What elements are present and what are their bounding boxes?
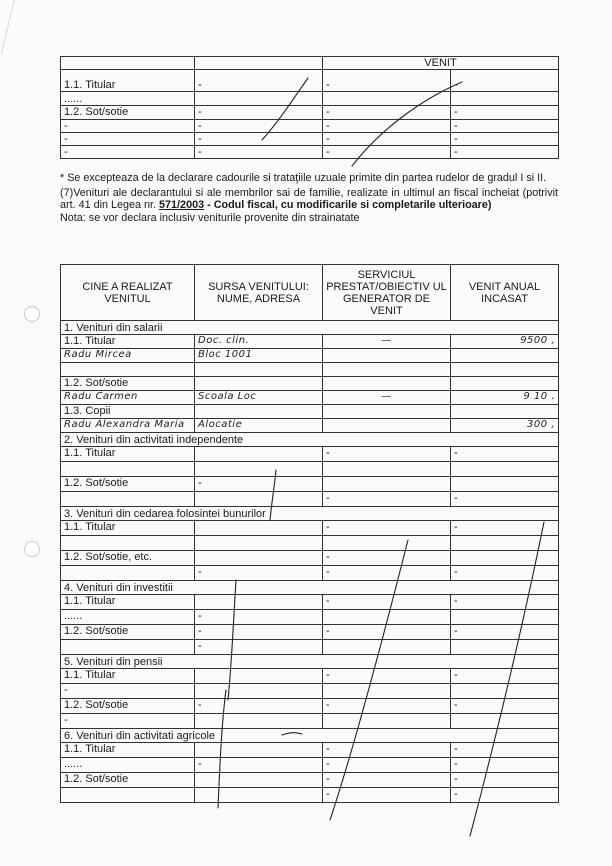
dash-cell: - xyxy=(451,106,559,120)
service-cell: - xyxy=(323,758,451,773)
table-row xyxy=(61,684,559,699)
table-row xyxy=(61,788,559,803)
service-cell xyxy=(323,419,451,433)
foreign-income-note: Nota: se vor declara inclusiv veniturile provenite din strainatate xyxy=(60,211,360,224)
source-cell xyxy=(195,788,323,803)
amount-cell xyxy=(451,349,559,363)
header-annual-income: VENIT ANUAL INCASAT xyxy=(451,265,559,321)
source-cell xyxy=(195,521,323,536)
source-cell xyxy=(195,684,323,699)
amount-cell: - xyxy=(451,492,559,507)
row-label: 1.2. Sot/sotie xyxy=(61,625,195,640)
table-row xyxy=(61,699,559,714)
amount-cell xyxy=(451,462,559,477)
source-cell: - xyxy=(195,477,323,492)
amount-cell xyxy=(451,477,559,492)
source-cell xyxy=(195,536,323,551)
row-label xyxy=(61,640,195,655)
section-7-text: (7)Venituri ale declarantului si ale membrilor sai de familie, realizate in ultimul an fiscal incheiat (potrivit art. 41 din Legea nr. xyxy=(60,186,558,211)
dash-cell: - xyxy=(451,70,559,92)
section-title: 5. Venituri din pensii xyxy=(61,655,559,669)
table-row xyxy=(61,447,559,462)
table-row xyxy=(61,551,559,566)
row-label xyxy=(61,536,195,551)
amount-cell: - xyxy=(451,743,559,758)
service-cell xyxy=(323,536,451,551)
table-row xyxy=(61,773,559,788)
table-row xyxy=(61,477,559,492)
amount-cell: 9 10 . xyxy=(451,391,559,405)
row-label: - xyxy=(61,146,195,159)
source-cell: Bloc 1001 xyxy=(195,349,323,363)
income-table xyxy=(60,264,559,803)
row-label: 1.2. Sot/sotie xyxy=(61,477,195,492)
table-row xyxy=(61,595,559,610)
section-title: 4. Venituri din investitii xyxy=(61,581,559,595)
row-label: 1.1. Titular xyxy=(61,521,195,536)
amount-cell xyxy=(451,377,559,391)
service-cell: - xyxy=(323,743,451,758)
source-cell: Alocatie xyxy=(195,419,323,433)
source-cell xyxy=(195,669,323,684)
section-7-fiscal-code: - Codul fiscal, cu modificarile si completarile ulterioare) xyxy=(204,199,492,211)
source-cell xyxy=(195,773,323,788)
service-cell xyxy=(323,363,451,377)
table-row xyxy=(61,566,559,581)
source-cell xyxy=(195,595,323,610)
row-label xyxy=(61,462,195,477)
amount-cell: - xyxy=(451,758,559,773)
table-row xyxy=(61,492,559,507)
amount-cell xyxy=(451,684,559,699)
dash-cell: - xyxy=(323,120,451,133)
section-title: 2. Venituri din activitati independente xyxy=(61,433,559,447)
dash-cell: - xyxy=(323,70,451,92)
blank-cell xyxy=(323,92,451,106)
row-label: ...... xyxy=(61,92,195,106)
header-source: SURSA VENITULUI: NUME, ADRESA xyxy=(195,265,323,321)
amount-cell: - xyxy=(451,595,559,610)
service-cell: - xyxy=(323,699,451,714)
source-cell xyxy=(195,462,323,477)
row-label: 1.2. Sot/sotie xyxy=(61,377,195,391)
row-label xyxy=(61,788,195,803)
row-label: 1.1. Titular xyxy=(61,447,195,462)
table-row xyxy=(61,363,559,377)
source-cell: - xyxy=(195,566,323,581)
table-row xyxy=(61,377,559,391)
table-row xyxy=(61,743,559,758)
amount-cell: - xyxy=(451,699,559,714)
table-row xyxy=(61,521,559,536)
dash-cell: - xyxy=(323,106,451,120)
gifts-exception-note: * Se excepteaza de la declarare cadourile si trataţiile uzuale primite din partea rudelor de gradul I si II. xyxy=(60,172,547,184)
service-cell: - xyxy=(323,788,451,803)
dash-cell: - xyxy=(451,120,559,133)
section-title: 6. Venituri din activitati agricole xyxy=(61,729,559,743)
service-cell xyxy=(323,405,451,419)
punch-hole xyxy=(24,306,40,322)
gifts-income-table xyxy=(60,56,559,159)
venit-header: VENIT xyxy=(323,57,559,70)
row-label: 1.2. Sot/sotie xyxy=(61,106,195,120)
row-label: - xyxy=(61,120,195,133)
table-row xyxy=(61,610,559,625)
service-cell: - xyxy=(323,492,451,507)
page-fold-mark xyxy=(0,0,15,54)
table-row xyxy=(61,640,559,655)
table-row xyxy=(61,669,559,684)
row-label: Radu Mircea xyxy=(61,349,195,363)
table-row xyxy=(61,714,559,729)
dash-cell: - xyxy=(195,120,323,133)
source-cell xyxy=(195,714,323,729)
source-cell: - xyxy=(195,610,323,625)
source-cell xyxy=(195,363,323,377)
dash-cell: - xyxy=(451,133,559,146)
row-label: 1.1. Titular xyxy=(61,595,195,610)
table-row xyxy=(61,391,559,405)
table-row xyxy=(61,335,559,349)
amount-cell: - xyxy=(451,773,559,788)
source-cell xyxy=(195,492,323,507)
row-label: - xyxy=(61,684,195,699)
source-cell xyxy=(195,405,323,419)
source-cell: - xyxy=(195,625,323,640)
header-service: SERVICIUL PRESTAT/OBIECTIV UL GENERATOR DE VENIT xyxy=(323,265,451,321)
amount-cell: - xyxy=(451,788,559,803)
amount-cell: - xyxy=(451,625,559,640)
amount-cell: - xyxy=(451,669,559,684)
dash-cell: - xyxy=(195,133,323,146)
source-cell: Doc. clin. xyxy=(195,335,323,349)
service-cell: — xyxy=(323,335,451,349)
row-label: 1.2. Sot/sotie, etc. xyxy=(61,551,195,566)
row-label: 1.1. Titular xyxy=(61,70,195,92)
amount-cell xyxy=(451,714,559,729)
blank-cell xyxy=(451,92,559,106)
row-label: Radu Alexandra Maria xyxy=(61,419,195,433)
declaration-notes xyxy=(60,172,558,224)
row-label xyxy=(61,363,195,377)
row-label xyxy=(61,566,195,581)
source-cell: - xyxy=(195,699,323,714)
row-label: - xyxy=(61,714,195,729)
header-who: CINE A REALIZAT VENITUL xyxy=(61,265,195,321)
source-cell: - xyxy=(195,640,323,655)
table-row xyxy=(61,536,559,551)
blank-cell xyxy=(195,92,323,106)
service-cell xyxy=(323,477,451,492)
table-row xyxy=(61,419,559,433)
service-cell xyxy=(323,377,451,391)
amount-cell: - xyxy=(451,521,559,536)
service-cell xyxy=(323,462,451,477)
table-row xyxy=(61,462,559,477)
service-cell xyxy=(323,349,451,363)
service-cell: - xyxy=(323,447,451,462)
row-label: 1.2. Sot/sotie xyxy=(61,699,195,714)
service-cell: - xyxy=(323,521,451,536)
amount-cell: 300 , xyxy=(451,419,559,433)
table-row xyxy=(61,625,559,640)
law-number: 571/2003 xyxy=(159,199,205,211)
amount-cell xyxy=(451,610,559,625)
service-cell: - xyxy=(323,595,451,610)
service-cell xyxy=(323,684,451,699)
dash-cell: - xyxy=(195,70,323,92)
source-cell xyxy=(195,377,323,391)
dash-cell: - xyxy=(323,133,451,146)
service-cell: - xyxy=(323,551,451,566)
punch-hole xyxy=(24,541,40,557)
amount-cell xyxy=(451,536,559,551)
service-cell: - xyxy=(323,625,451,640)
row-label xyxy=(61,492,195,507)
top-table-blank-cell xyxy=(195,57,323,70)
section-7-heading xyxy=(60,187,558,212)
service-cell xyxy=(323,714,451,729)
service-cell: - xyxy=(323,669,451,684)
dash-cell: - xyxy=(195,106,323,120)
row-label: ...... xyxy=(61,610,195,625)
source-cell xyxy=(195,551,323,566)
row-label: 1.1. Titular xyxy=(61,669,195,684)
row-label: ...... xyxy=(61,758,195,773)
row-label: - xyxy=(61,133,195,146)
amount-cell: 9500 , xyxy=(451,335,559,349)
source-cell xyxy=(195,447,323,462)
amount-cell: - xyxy=(451,447,559,462)
service-cell: - xyxy=(323,566,451,581)
table-row xyxy=(61,758,559,773)
dash-cell: - xyxy=(195,146,323,159)
row-label: 1.1. Titular xyxy=(61,743,195,758)
service-cell xyxy=(323,610,451,625)
amount-cell xyxy=(451,405,559,419)
section-title: 1. Venituri din salarii xyxy=(61,321,559,335)
dash-cell: - xyxy=(323,146,451,159)
row-label: Radu Carmen xyxy=(61,391,195,405)
row-label: 1.3. Copii xyxy=(61,405,195,419)
table-row xyxy=(61,405,559,419)
service-cell xyxy=(323,640,451,655)
service-cell: — xyxy=(323,391,451,405)
source-cell: Scoala Loc xyxy=(195,391,323,405)
amount-cell xyxy=(451,363,559,377)
section-title: 3. Venituri din cedarea folosintei bunurilor xyxy=(61,507,559,521)
amount-cell xyxy=(451,640,559,655)
source-cell: - xyxy=(195,758,323,773)
table-row xyxy=(61,349,559,363)
top-table-blank-cell xyxy=(61,57,195,70)
source-cell xyxy=(195,743,323,758)
row-label: 1.2. Sot/sotie xyxy=(61,773,195,788)
service-cell: - xyxy=(323,773,451,788)
row-label: 1.1. Titular xyxy=(61,335,195,349)
dash-cell: - xyxy=(451,146,559,159)
amount-cell xyxy=(451,551,559,566)
amount-cell: - xyxy=(451,566,559,581)
